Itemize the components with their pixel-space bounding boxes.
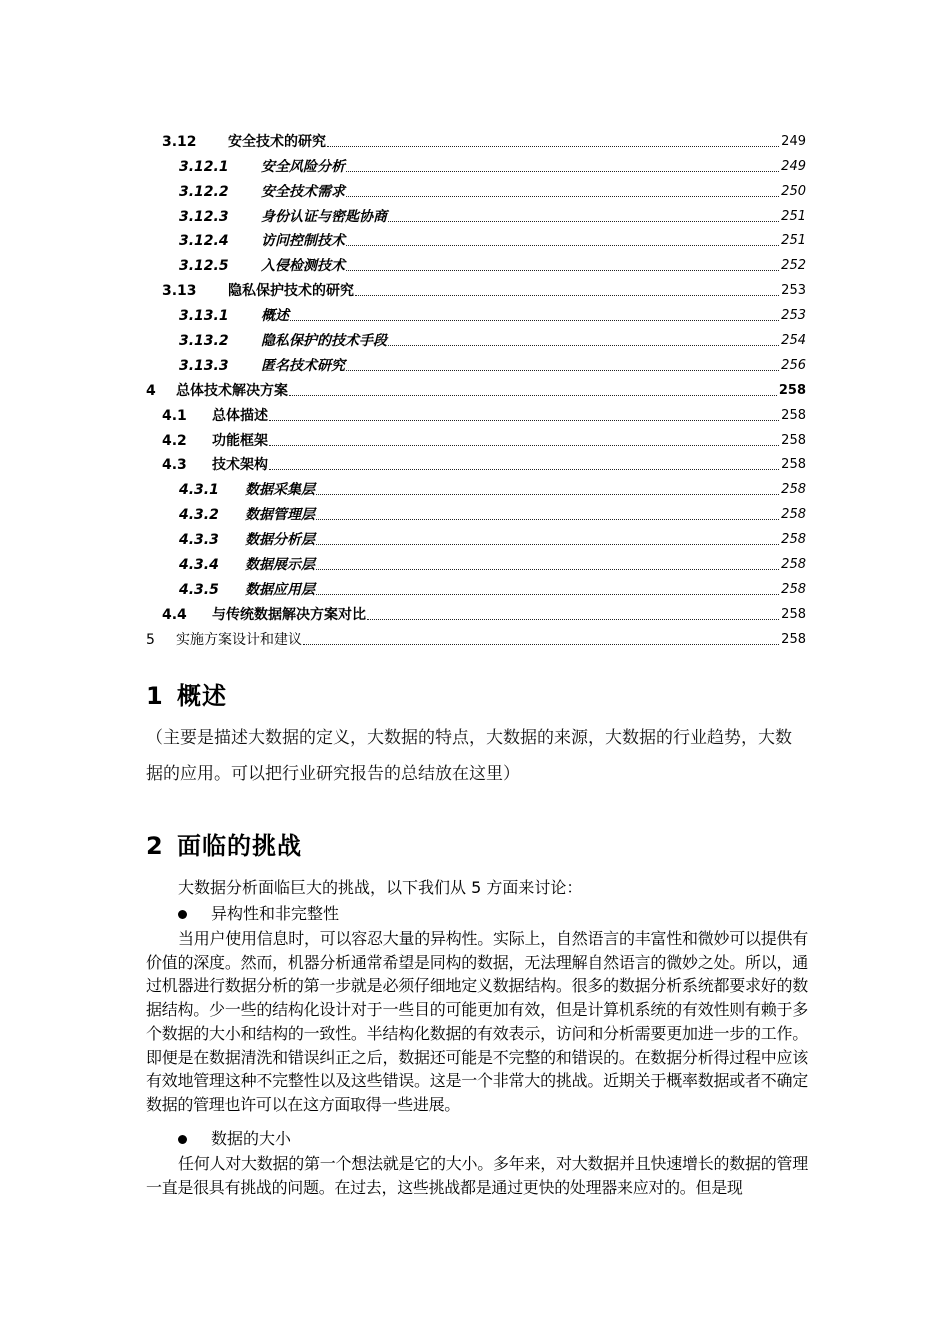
toc-leader-dots — [327, 145, 779, 147]
toc-entry[interactable] — [146, 275, 806, 300]
toc-entry-number: 4.4 — [162, 606, 187, 623]
toc-entry-page: 251 — [781, 208, 806, 224]
toc-leader-dots — [346, 244, 779, 246]
toc-leader-dots — [346, 369, 779, 371]
toc-entry-title: 数据展示层 — [245, 557, 315, 574]
toc-entry-title: 数据分析层 — [245, 532, 315, 549]
toc-entry-title: 数据采集层 — [245, 482, 315, 499]
toc-entry-title: 技术架构 — [212, 457, 268, 474]
toc-entry[interactable] — [146, 499, 806, 524]
toc-entry-title: 数据管理层 — [245, 507, 315, 524]
section-1-note: （主要是描述大数据的定义，大数据的特点，大数据的来源，大数据的行业趋势，大数据的应用。可以把行业研究报告的总结放在这里） — [146, 728, 792, 784]
toc-entry-page: 258 — [781, 631, 806, 647]
toc-leader-dots — [289, 394, 777, 396]
section-title: 面临的挑战 — [177, 832, 302, 860]
toc-entry-number: 5 — [146, 631, 155, 648]
toc-leader-dots — [269, 419, 779, 421]
bullet-text: 数据的大小 — [211, 1129, 292, 1148]
toc-entry-page: 258 — [781, 507, 806, 523]
toc-entry[interactable] — [146, 574, 806, 599]
toc-entry-page: 254 — [781, 333, 806, 349]
toc-entry[interactable] — [146, 250, 806, 275]
toc-entry-title: 总体描述 — [212, 407, 268, 424]
toc-entry-number: 3.13.2 — [179, 333, 229, 350]
toc-entry-number: 3.13 — [162, 283, 197, 300]
toc-entry[interactable] — [146, 151, 806, 176]
toc-entry-page: 258 — [778, 382, 806, 398]
table-of-contents — [146, 126, 806, 649]
toc-entry-number: 3.13.1 — [179, 308, 229, 325]
bullet-icon — [178, 1135, 187, 1144]
bullet-icon — [178, 910, 187, 919]
toc-entry-number: 4.2 — [162, 432, 187, 449]
toc-entry-number: 4.3.5 — [179, 581, 219, 598]
toc-entry-title: 数据应用层 — [245, 581, 315, 598]
section-number: 2 — [146, 832, 164, 860]
toc-entry[interactable] — [146, 350, 806, 375]
toc-leader-dots — [269, 444, 779, 446]
toc-entry[interactable] — [146, 624, 806, 649]
toc-entry[interactable] — [146, 176, 806, 201]
toc-entry-number: 4.3.3 — [179, 532, 219, 549]
toc-entry-page: 253 — [781, 308, 806, 324]
paragraph: 当用户使用信息时，可以容忍大量的异构性。实际上，自然语言的丰富性和微妙可以提供有价值的深度。然而，机器分析通常希望是同构的数据，无法理解自然语言的微妙之处。所以，通过机器进行数据分析的第一步就是必须仔细地定义数据结构。很多的数据分析系统都要求好的数据结构。少一些的结构化设计对于一些目的可能更加有效，但是计算机系统的有效性则有赖于多个数据的大小和结构的一致性。半结构化数据的有效表示，访问和分析需要更加进一步的工作。即便是在数据清洗和错误纠正之后，数据还可能是不完整的和错误的。在数据分析得过程中应该有效地管理这种不完整性以及这些错误。这是一个非常大的挑战。近期关于概率数据或者不确定数据的管理也许可以在这方面取得一些进展。 — [146, 929, 808, 1114]
toc-entry-title: 概述 — [261, 308, 289, 325]
toc-entry-number: 4 — [146, 382, 156, 399]
toc-entry[interactable] — [146, 599, 806, 624]
toc-entry-page: 256 — [781, 357, 806, 373]
toc-leader-dots — [316, 543, 779, 545]
toc-leader-dots — [388, 220, 779, 222]
toc-entry[interactable] — [146, 549, 806, 574]
toc-entry-title: 访问控制技术 — [261, 233, 345, 250]
toc-entry-number: 3.12.2 — [179, 183, 229, 200]
bullet-item — [178, 902, 339, 926]
toc-entry-page: 252 — [781, 258, 806, 274]
toc-entry-title: 隐私保护技术的研究 — [228, 283, 354, 300]
toc-entry-page: 258 — [781, 482, 806, 498]
toc-entry[interactable] — [146, 325, 806, 350]
toc-entry-page: 253 — [781, 283, 806, 299]
toc-leader-dots — [290, 319, 779, 321]
toc-leader-dots — [269, 468, 779, 470]
toc-entry-title: 身份认证与密匙协商 — [261, 208, 387, 225]
toc-entry-page: 258 — [781, 407, 806, 423]
toc-entry-number: 3.12.4 — [179, 233, 229, 250]
toc-leader-dots — [316, 518, 779, 520]
toc-entry[interactable] — [146, 300, 806, 325]
toc-entry[interactable] — [146, 425, 806, 450]
bullet-text: 异构性和非完整性 — [211, 904, 340, 923]
toc-leader-dots — [388, 344, 779, 346]
toc-entry-page: 251 — [781, 233, 806, 249]
section-number: 1 — [146, 682, 164, 710]
toc-leader-dots — [316, 593, 779, 595]
toc-entry-number: 3.12.5 — [179, 258, 229, 275]
toc-entry-page: 258 — [781, 432, 806, 448]
toc-entry-page: 258 — [781, 606, 806, 622]
toc-leader-dots — [346, 195, 779, 197]
toc-entry-number: 3.12.3 — [179, 208, 229, 225]
toc-leader-dots — [367, 618, 779, 620]
toc-entry[interactable] — [146, 126, 806, 151]
toc-entry-page: 258 — [781, 557, 806, 573]
toc-entry-number: 4.3 — [162, 457, 187, 474]
bullet-item — [178, 1127, 291, 1151]
section-2-heading — [146, 826, 302, 861]
toc-entry-title: 安全技术需求 — [261, 183, 345, 200]
toc-entry-number: 3.12.1 — [179, 158, 229, 175]
intro-text: 大数据分析面临巨大的挑战，以下我们从 5 方面来讨论： — [178, 878, 583, 897]
toc-entry[interactable] — [146, 524, 806, 549]
toc-entry-number: 3.13.3 — [179, 357, 229, 374]
toc-entry[interactable] — [146, 375, 806, 400]
toc-leader-dots — [346, 170, 779, 172]
toc-entry[interactable] — [146, 450, 806, 475]
toc-entry-title: 安全风险分析 — [261, 158, 345, 175]
toc-entry[interactable] — [146, 201, 806, 226]
toc-leader-dots — [316, 493, 779, 495]
toc-entry-number: 4.3.4 — [179, 557, 219, 574]
toc-entry-number: 4.3.1 — [179, 482, 219, 499]
paragraph: 任何人对大数据的第一个想法就是它的大小。多年来，对大数据并且快速增长的数据的管理一直是很具有挑战的问题。在过去，这些挑战都是通过更快的处理器来应对的。但是现 — [146, 1154, 808, 1197]
toc-entry-page: 249 — [781, 158, 806, 174]
section-1-heading — [146, 676, 227, 711]
toc-entry[interactable] — [146, 400, 806, 425]
toc-entry-title: 隐私保护的技术手段 — [261, 333, 387, 350]
toc-leader-dots — [316, 568, 779, 570]
toc-entry[interactable] — [146, 226, 806, 251]
toc-entry-number: 4.3.2 — [179, 507, 219, 524]
toc-entry[interactable] — [146, 474, 806, 499]
toc-entry-title: 匿名技术研究 — [261, 357, 345, 374]
toc-entry-page: 249 — [781, 133, 806, 149]
toc-entry-title: 安全技术的研究 — [228, 133, 326, 150]
toc-leader-dots — [355, 294, 779, 296]
toc-leader-dots — [346, 269, 779, 271]
toc-entry-page: 250 — [781, 183, 806, 199]
toc-entry-title: 功能框架 — [212, 432, 268, 449]
toc-entry-title: 入侵检测技术 — [261, 258, 345, 275]
toc-entry-title: 与传统数据解决方案对比 — [212, 606, 366, 623]
toc-entry-number: 3.12 — [162, 133, 197, 150]
toc-entry-title: 总体技术解决方案 — [176, 382, 288, 399]
toc-entry-page: 258 — [781, 581, 806, 597]
toc-entry-number: 4.1 — [162, 407, 187, 424]
toc-entry-page: 258 — [781, 532, 806, 548]
section-title: 概述 — [177, 682, 227, 710]
toc-entry-page: 258 — [781, 457, 806, 473]
toc-entry-title: 实施方案设计和建议 — [176, 631, 302, 648]
toc-leader-dots — [303, 643, 779, 645]
